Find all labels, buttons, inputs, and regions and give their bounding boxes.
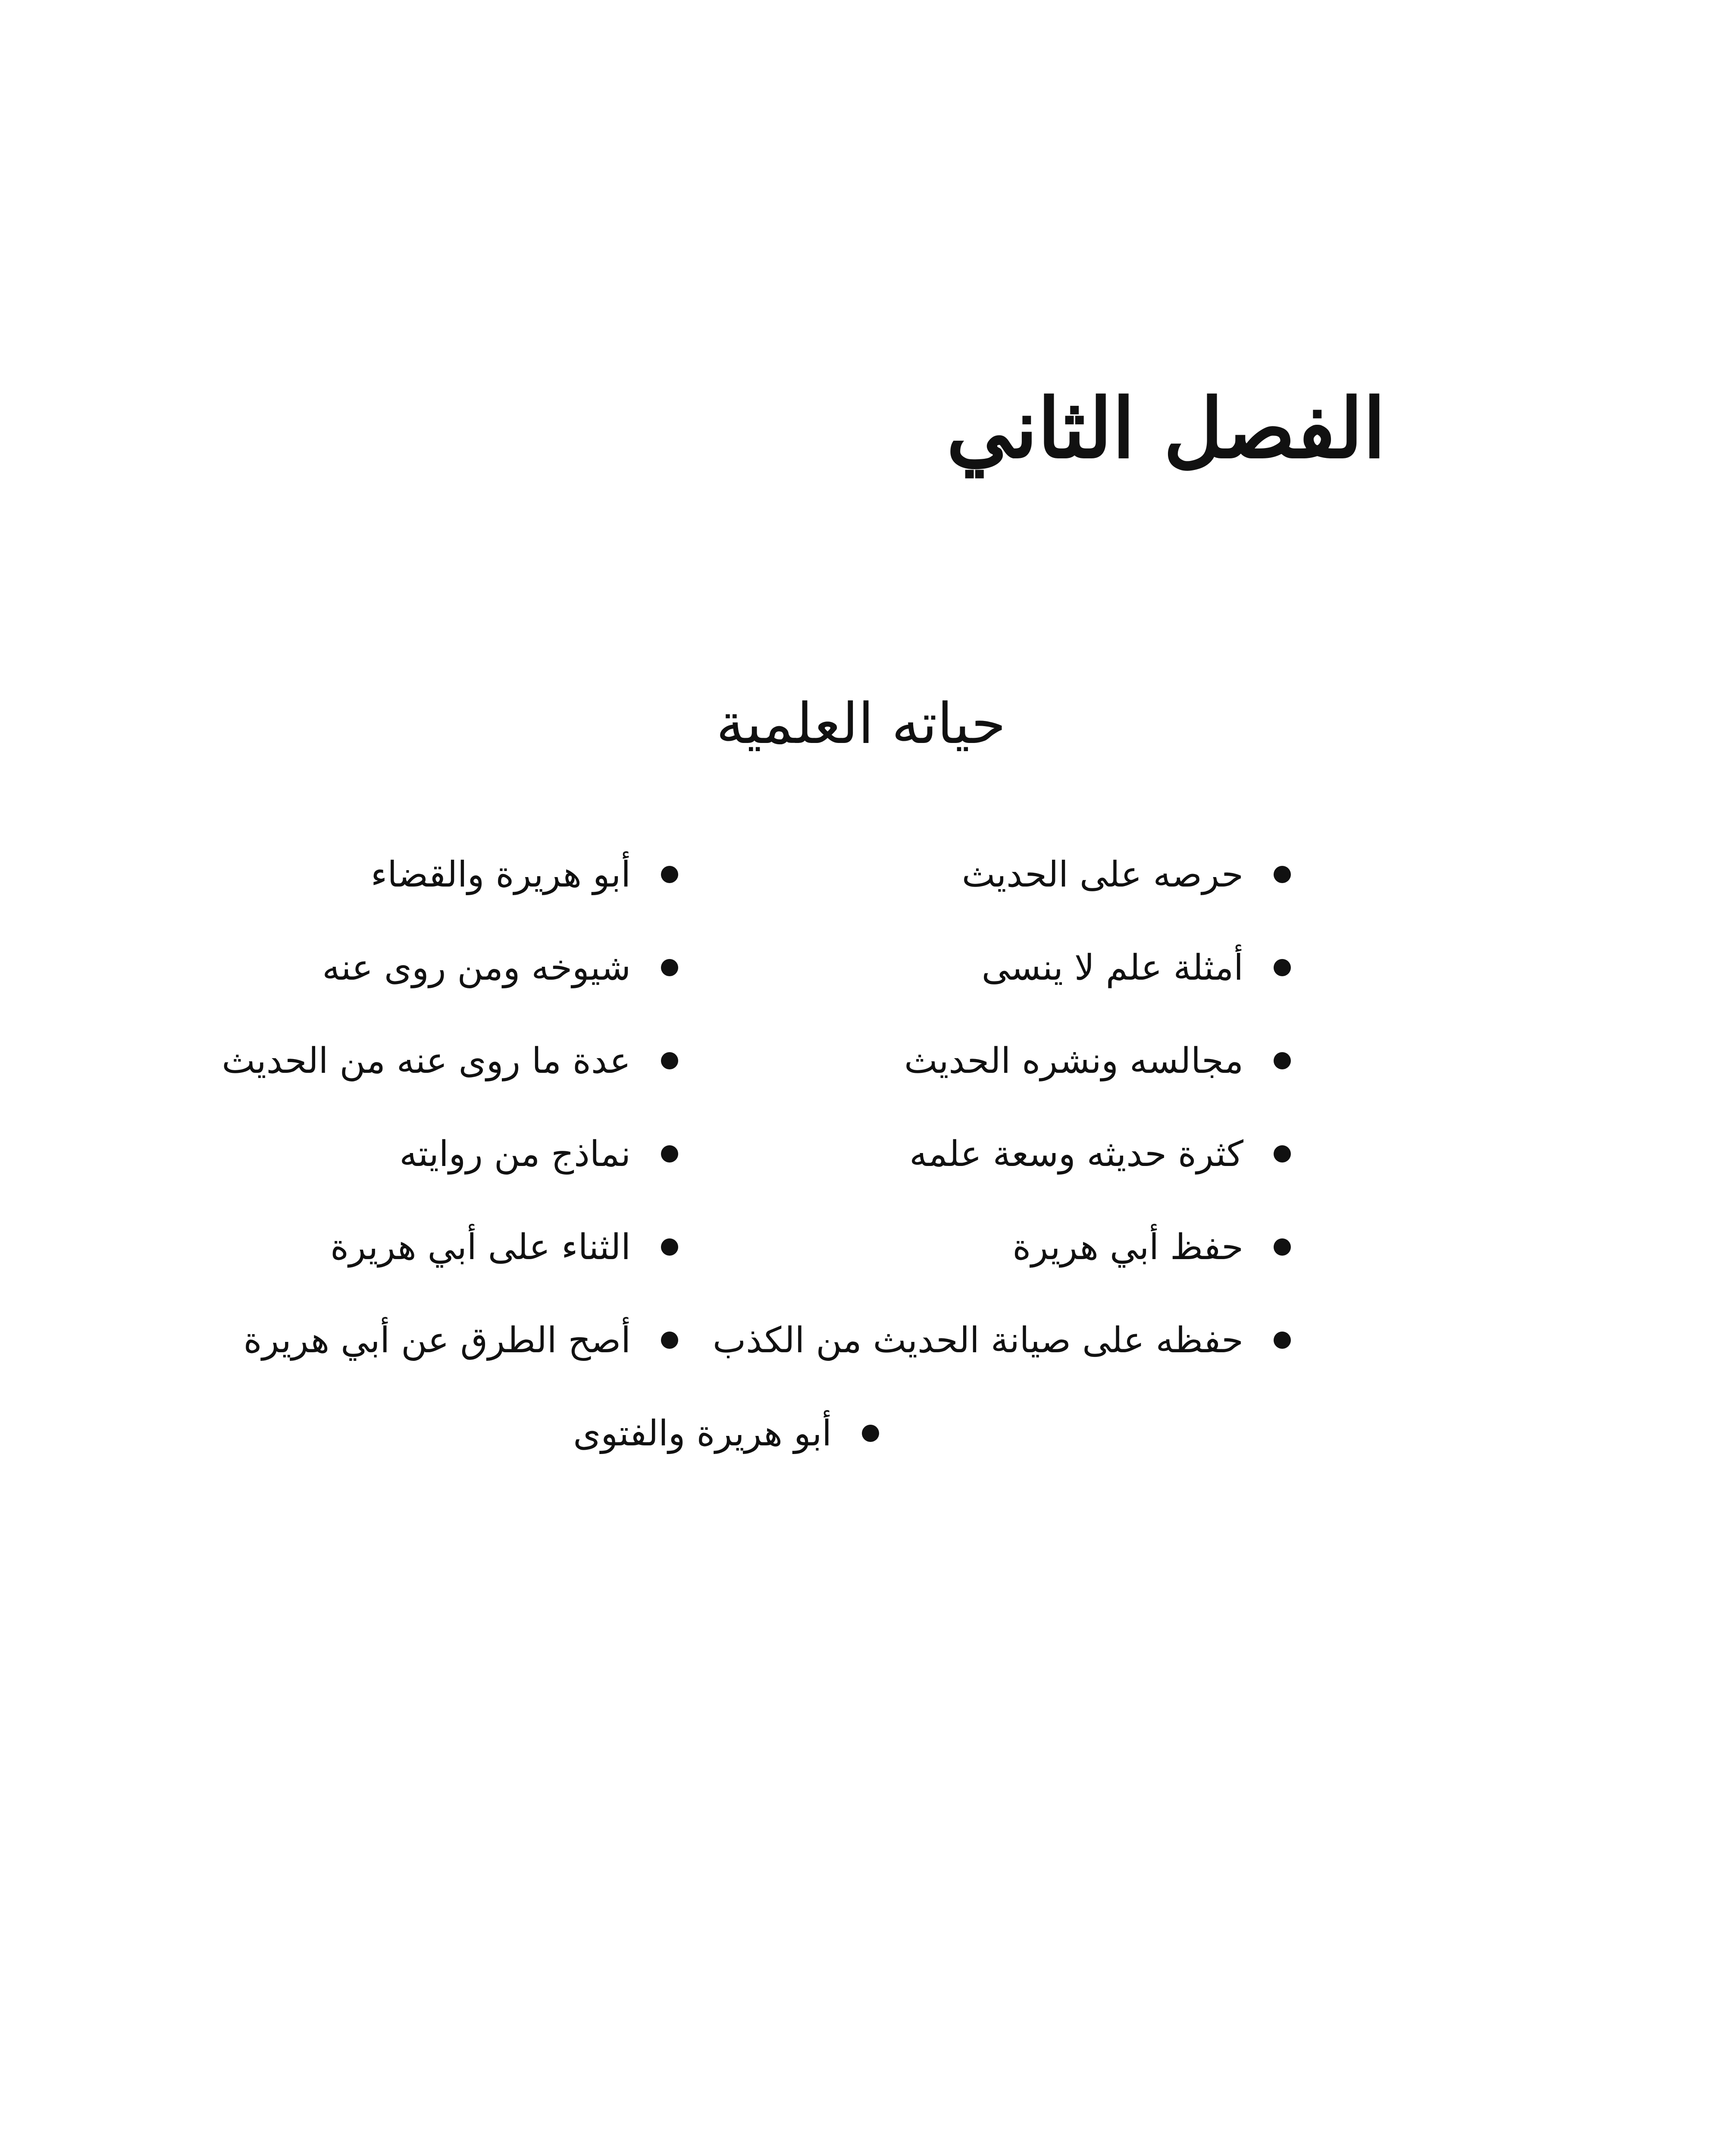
topic-item: [222, 1014, 678, 1107]
bullet-icon: [661, 1145, 678, 1163]
topic-label: نماذج من روايته: [399, 1133, 631, 1175]
bullet-icon: [661, 866, 678, 883]
section-title: حياته العلمية: [716, 691, 1006, 756]
topic-item: [222, 1107, 678, 1200]
topic-item: [713, 828, 1291, 921]
topic-label: حفظه على صيانة الحديث من الكذب: [712, 1319, 1243, 1361]
topic-label: عدة ما روى عنه من الحديث: [222, 1040, 631, 1081]
topic-label: كثرة حديثه وسعة علمه: [909, 1133, 1243, 1175]
topic-item: [713, 1014, 1291, 1107]
topic-item: [222, 828, 678, 921]
bullet-icon: [862, 1425, 879, 1442]
topics-list: [222, 828, 1291, 1480]
topic-label: أبو هريرة والقضاء: [370, 854, 631, 895]
bullet-icon: [1274, 1052, 1291, 1069]
bullet-icon: [1274, 866, 1291, 883]
topic-label: الثناء على أبي هريرة: [330, 1226, 631, 1268]
topic-label: حفظ أبي هريرة: [1012, 1226, 1243, 1268]
bullet-icon: [1274, 1238, 1291, 1256]
topic-label: أصح الطرق عن أبي هريرة: [243, 1319, 631, 1361]
bullet-icon: [1274, 959, 1291, 976]
topic-item: [222, 921, 678, 1014]
bullet-icon: [661, 1332, 678, 1349]
topic-label: أبو هريرة والفتوى: [573, 1413, 832, 1454]
bullet-icon: [1274, 1145, 1291, 1163]
bullet-icon: [661, 959, 678, 976]
topic-label: مجالسه ونشره الحديث: [904, 1040, 1243, 1081]
topic-item: [713, 1200, 1291, 1294]
chapter-title: الفصل الثاني: [946, 380, 1386, 476]
bullet-icon: [1274, 1332, 1291, 1349]
topic-item: [222, 1294, 678, 1387]
topic-item: [713, 1107, 1291, 1200]
topic-item: [713, 921, 1291, 1014]
topic-label: شيوخه ومن روى عنه: [322, 947, 631, 988]
topic-item: [713, 1294, 1291, 1387]
topic-label: حرصه على الحديث: [961, 854, 1243, 895]
bullet-icon: [661, 1238, 678, 1256]
topic-item: [222, 1200, 678, 1294]
topic-item: [222, 1387, 1230, 1480]
topic-label: أمثلة علم لا ينسى: [981, 947, 1243, 988]
bullet-icon: [661, 1052, 678, 1069]
